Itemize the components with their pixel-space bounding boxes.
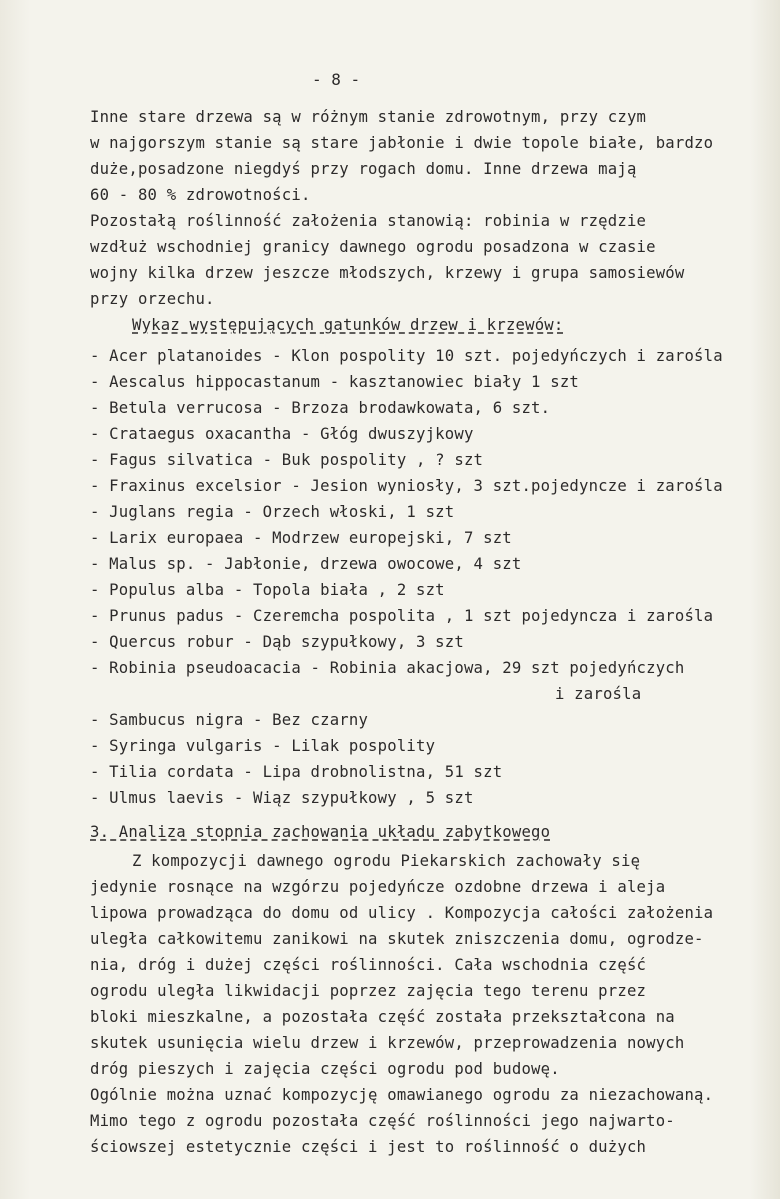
paragraph-line: w najgorszym stanie są stare jabłonie i dwie topole białe, bardzo xyxy=(90,134,714,152)
species-item: - Tilia cordata - Lipa drobnolistna, 51 szt xyxy=(90,763,503,781)
paragraph-line: Inne stare drzewa są w różnym stanie zdrowotnym, przy czym xyxy=(90,108,647,126)
paragraph-line: Mimo tego z ogrodu pozostała część roślinności jego najwarto- xyxy=(90,1112,675,1130)
paragraph-line: Pozostałą roślinność założenia stanowią: robinia w rzędzie xyxy=(90,212,647,230)
species-item: - Aescalus hippocastanum - kasztanowiec biały 1 szt xyxy=(90,373,579,391)
page-number: - 8 - xyxy=(312,70,361,89)
paragraph-line: ściowszej estetycznie części i jest to roślinność o dużych xyxy=(90,1138,647,1156)
species-item: - Ulmus laevis - Wiąz szypułkowy , 5 szt xyxy=(90,789,474,807)
species-item: - Sambucus nigra - Bez czarny xyxy=(90,711,369,729)
section-heading: 3. Analiza stopnia zachowania układu zabytkowego xyxy=(90,823,551,841)
paragraph-line: duże,posadzone niegdyś przy rogach domu. Inne drzewa mają xyxy=(90,160,637,178)
paragraph-line: wzdłuż wschodniej granicy dawnego ogrodu posadzona w czasie xyxy=(90,238,656,256)
paragraph-line: jedynie rosnące na wzgórzu pojedyńcze ozdobne drzewa i aleja xyxy=(90,878,666,896)
paragraph-line: nia, dróg i dużej części roślinności. Cała wschodnia część xyxy=(90,956,647,974)
paragraph-line: dróg pieszych i zajęcia części ogrodu pod budowę. xyxy=(90,1060,560,1078)
species-item: - Syringa vulgaris - Lilak pospolity xyxy=(90,737,436,755)
species-item-continuation: i zarośla xyxy=(555,685,642,703)
species-item: - Populus alba - Topola biała , 2 szt xyxy=(90,581,445,599)
paragraph-line: bloki mieszkalne, a pozostała część została przekształcona na xyxy=(90,1008,675,1026)
paragraph-line: Z kompozycji dawnego ogrodu Piekarskich zachowały się xyxy=(132,852,641,870)
species-item: - Quercus robur - Dąb szypułkowy, 3 szt xyxy=(90,633,464,651)
paragraph-line: ogrodu uległa likwidacji poprzez zajęcia tego terenu przez xyxy=(90,982,647,1000)
species-item: - Betula verrucosa - Brzoza brodawkowata, 6 szt. xyxy=(90,399,551,417)
species-item: - Robinia pseudoacacia - Robinia akacjowa, 29 szt pojedyńczych xyxy=(90,659,685,677)
species-item: - Juglans regia - Orzech włoski, 1 szt xyxy=(90,503,455,521)
species-item: - Fraxinus excelsior - Jesion wyniosły, 3 szt.pojedyncze i zarośla xyxy=(90,477,723,495)
paragraph-line: skutek usunięcia wielu drzew i krzewów, przeprowadzenia nowych xyxy=(90,1034,685,1052)
paragraph-line: 60 - 80 % zdrowotności. xyxy=(90,186,311,204)
species-item: - Acer platanoides - Klon pospolity 10 szt. pojedyńczych i zarośla xyxy=(90,347,723,365)
paragraph-line: przy orzechu. xyxy=(90,290,215,308)
species-list-heading: Wykaz występujących gatunków drzew i krzewów: xyxy=(132,316,564,334)
paragraph-line: wojny kilka drzew jeszcze młodszych, krzewy i grupa samosiewów xyxy=(90,264,685,282)
paragraph-line: lipowa prowadząca do domu od ulicy . Kompozycja całości założenia xyxy=(90,904,714,922)
species-item: - Malus sp. - Jabłonie, drzewa owocowe, 4 szt xyxy=(90,555,522,573)
species-item: - Prunus padus - Czeremcha pospolita , 1 szt pojedyncza i zarośla xyxy=(90,607,714,625)
species-item: - Fagus silvatica - Buk pospolity , ? szt xyxy=(90,451,484,469)
paragraph-line: uległa całkowitemu zanikowi na skutek zniszczenia domu, ogrodze- xyxy=(90,930,704,948)
species-item: - Crataegus oxacantha - Głóg dwuszyjkowy xyxy=(90,425,474,443)
paragraph-line: Ogólnie można uznać kompozycję omawianego ogrodu za niezachowaną. xyxy=(90,1086,714,1104)
species-item: - Larix europaea - Modrzew europejski, 7 szt xyxy=(90,529,512,547)
